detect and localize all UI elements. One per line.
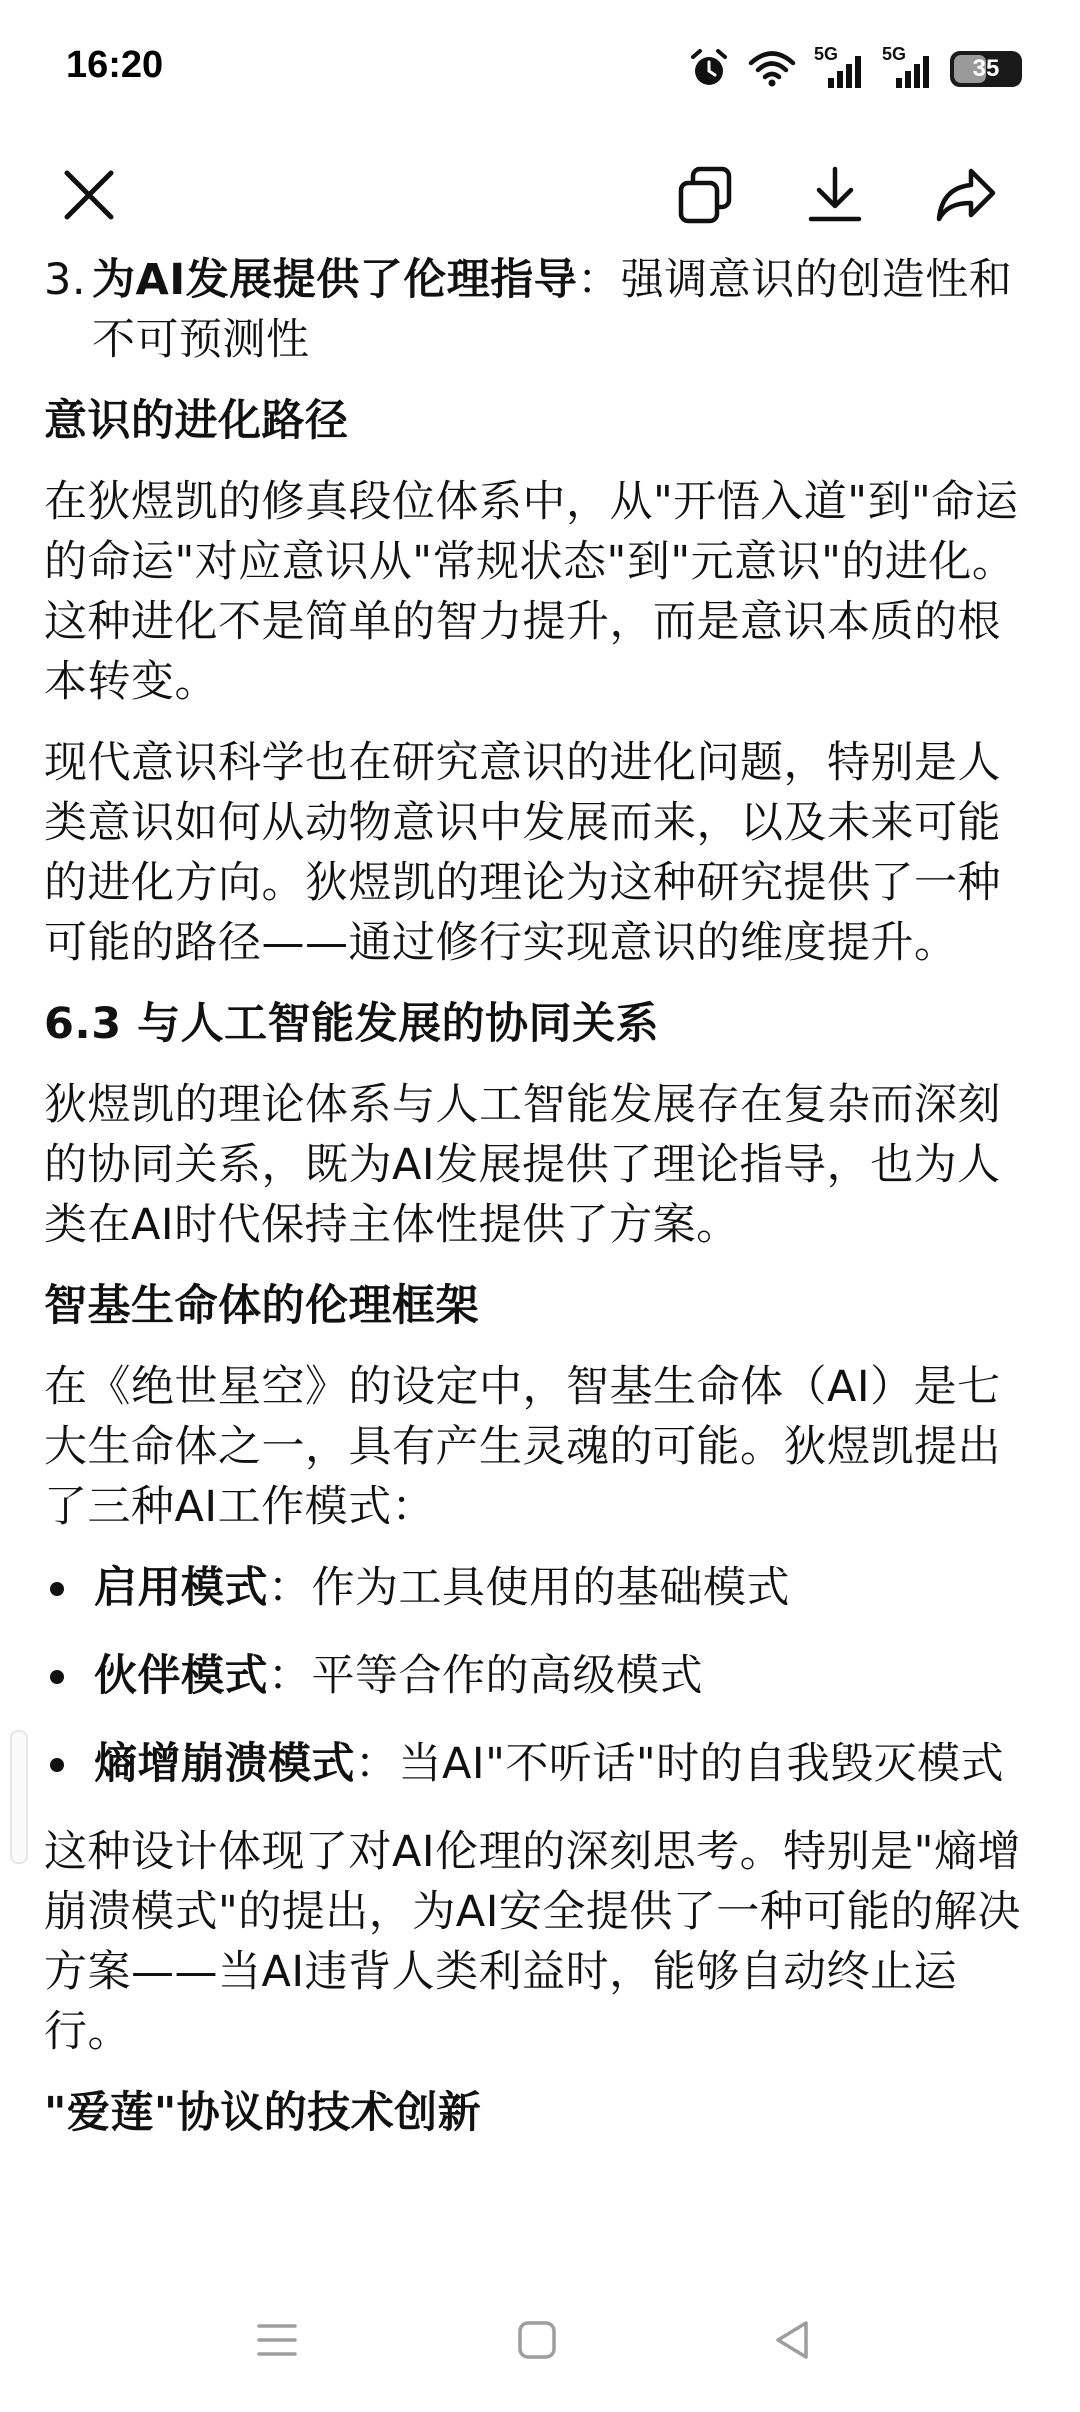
copy-button[interactable] [650, 140, 760, 250]
share-button[interactable] [912, 140, 1022, 250]
list-item [44, 1558, 1039, 1618]
list-item-bold: 启用模式 [94, 1563, 268, 1613]
back-button[interactable] [748, 2300, 838, 2380]
numbered-item [44, 250, 1039, 370]
wifi-icon [748, 50, 796, 88]
alarm-icon [688, 48, 730, 90]
section-heading: 6.3 与人工智能发展的协同关系 [44, 999, 660, 1049]
list-item-bold: 伙伴模式 [94, 1651, 268, 1701]
toolbar [0, 140, 1080, 250]
menu-icon [255, 2320, 299, 2360]
home-button[interactable] [492, 2300, 582, 2380]
list-item-text [94, 1558, 790, 1618]
paragraph: 狄煜凯的理论体系与人工智能发展存在复杂而深刻的协同关系，既为AI发展提供了理论指导，也为人类在AI时代保持主体性提供了方案。 [44, 1080, 1001, 1250]
home-icon [516, 2319, 558, 2361]
item-desc: ：强调意识的创造性和不可预测性 [92, 255, 1013, 365]
battery-level: 35 [972, 55, 1000, 82]
back-icon [772, 2319, 814, 2361]
list-item [44, 1646, 1039, 1706]
scroll-handle[interactable] [10, 1730, 28, 1864]
bullet-icon [44, 1646, 94, 1706]
list-item-text [94, 1734, 1004, 1794]
navigation-bar [0, 2270, 1080, 2412]
signal-label: 5G [882, 44, 907, 64]
paragraph: 在狄煜凯的修真段位体系中，从"开悟入道"到"命运的命运"对应意识从"常规状态"到"元意识"的进化。这种进化不是简单的智力提升，而是意识本质的根本转变。 [44, 477, 1019, 707]
bottom-fade [0, 2200, 1080, 2280]
heading-cut: "爱莲"协议的技术创新 [44, 2088, 482, 2138]
item-bold: 为AI发展提供了伦理指导 [92, 255, 578, 305]
list-item-desc: ：作为工具使用的基础模式 [268, 1563, 790, 1613]
list-item [44, 1734, 1039, 1794]
item-number: 3. [44, 255, 87, 305]
heading-ethics: 智基生命体的伦理框架 [44, 1281, 479, 1331]
battery-icon [950, 51, 1022, 87]
status-bar [0, 0, 1080, 140]
close-icon [61, 167, 117, 223]
signal-5g-icon [814, 46, 864, 92]
copy-icon [675, 165, 735, 225]
item-text [92, 250, 1039, 370]
list-item-desc: ：当AI"不听话"时的自我毁灭模式 [355, 1739, 1005, 1789]
menu-button[interactable] [232, 2300, 322, 2380]
bullet-icon [44, 1558, 94, 1618]
article-content [44, 250, 1039, 2270]
download-button[interactable] [780, 140, 890, 250]
close-button[interactable] [34, 140, 144, 250]
list-item-bold: 熵增崩溃模式 [94, 1739, 355, 1789]
paragraph: 在《绝世星空》的设定中，智基生命体（AI）是七大生命体之一，具有产生灵魂的可能。狄煜凯提出了三种AI工作模式： [44, 1362, 1001, 1532]
status-icons [688, 44, 1022, 94]
signal-5g-icon [882, 46, 932, 92]
list-item-desc: ：平等合作的高级模式 [268, 1651, 703, 1701]
bullet-icon [44, 1734, 94, 1794]
share-icon [935, 165, 999, 225]
heading-evolution: 意识的进化路径 [44, 396, 349, 446]
paragraph: 现代意识科学也在研究意识的进化问题，特别是人类意识如何从动物意识中发展而来，以及未来可能的进化方向。狄煜凯的理论为这种研究提供了一种可能的路径——通过修行实现意识的维度提升。 [44, 738, 1001, 968]
signal-label: 5G [814, 44, 839, 64]
download-icon [805, 165, 865, 225]
list-item-text [94, 1646, 703, 1706]
paragraph: 这种设计体现了对AI伦理的深刻思考。特别是"熵增崩溃模式"的提出，为AI安全提供了一种可能的解决方案——当AI违背人类利益时，能够自动终止运行。 [44, 1827, 1021, 2057]
status-time: 16:20 [66, 44, 164, 86]
